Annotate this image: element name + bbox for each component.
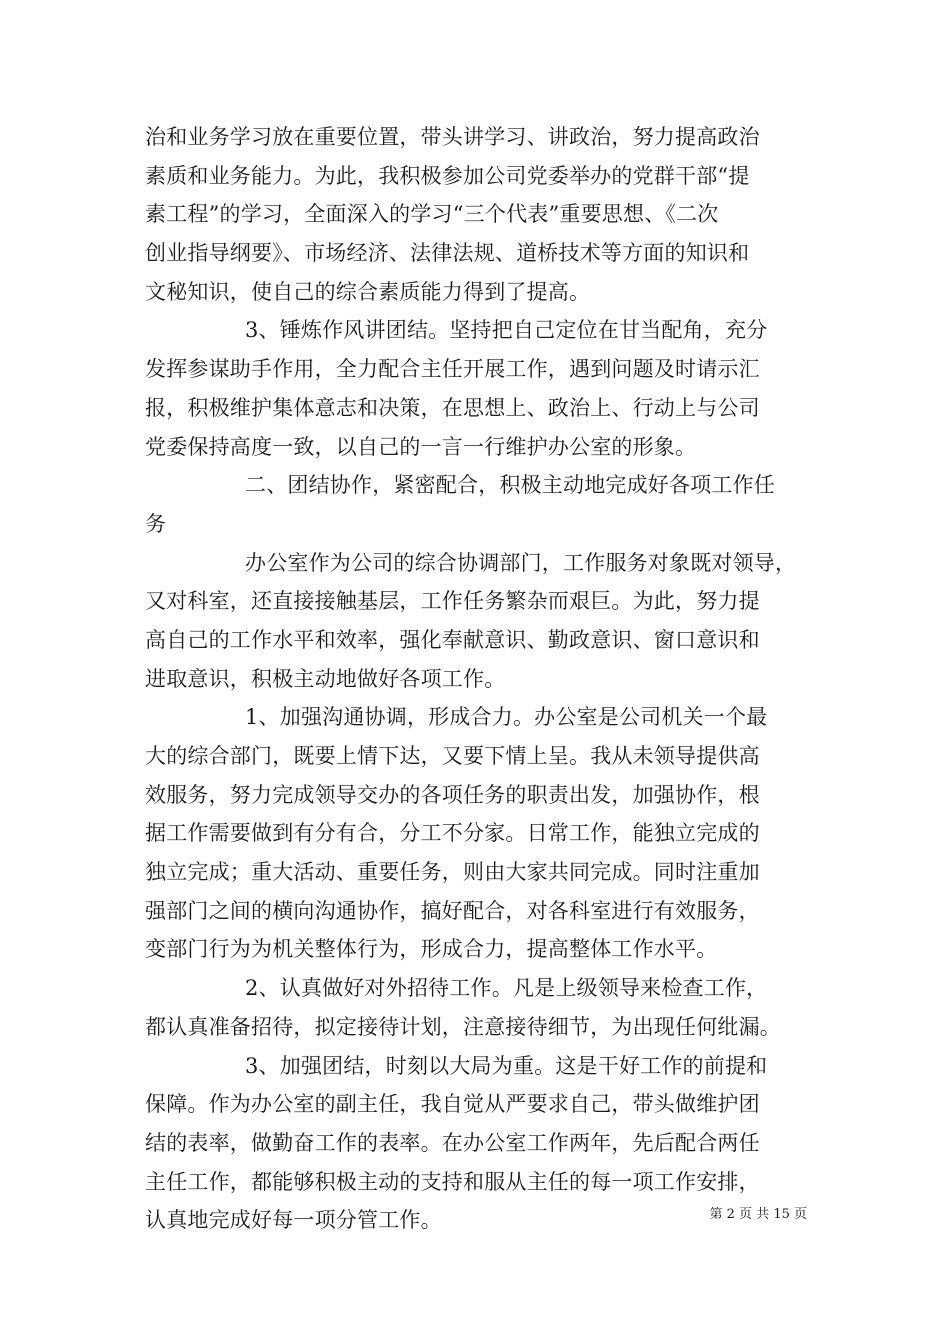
text-line: 据工作需要做到有分有合，分工不分家。日常工作，能独立完成的 xyxy=(145,821,760,846)
page-number-footer: 第 2 页 共 15 页 xyxy=(709,1207,807,1222)
text-line: 都认真准备招待，拟定接待计划，注意接待细节，为出现任何纰漏。 xyxy=(145,1014,781,1039)
text-line: 结的表率，做勤奋工作的表率。在办公室工作两年，先后配合两任 xyxy=(145,1130,760,1155)
text-line: 又对科室，还直接接触基层，工作任务繁杂而艰巨。为此，努力提 xyxy=(145,589,760,614)
text-line: 办公室作为公司的综合协调部门，工作服务对象既对领导， xyxy=(245,550,797,575)
text-line: 认真地完成好每一项分管工作。 xyxy=(145,1208,442,1233)
text-line: 文秘知识，使自己的综合素质能力得到了提高。 xyxy=(145,279,591,304)
text-line: 主任工作，都能够积极主动的支持和服从主任的每一项工作安排， xyxy=(145,1169,760,1194)
text-line: 高自己的工作水平和效率，强化奉献意识、勤政意识、窗口意识和 xyxy=(145,627,760,652)
text-line: 变部门行为为机关整体行为，形成合力，提高整体工作水平。 xyxy=(145,937,718,962)
text-line: 2、认真做好对外招待工作。凡是上级领导来检查工作， xyxy=(245,976,768,1001)
text-line: 务 xyxy=(145,511,167,536)
text-line: 3、锤炼作风讲团结。坚持把自己定位在甘当配角，充分 xyxy=(245,318,768,343)
text-line: 报，积极维护集体意志和决策，在思想上、政治上、行动上与公司 xyxy=(145,395,760,420)
text-line: 1、加强沟通协调，形成合力。办公室是公司机关一个最 xyxy=(245,705,768,730)
text-line: 3、加强团结，时刻以大局为重。这是干好工作的前提和 xyxy=(245,1053,768,1078)
text-line: 二、团结协作，紧密配合，积极主动地完成好各项工作任 xyxy=(245,473,775,498)
text-line: 素质和业务能力。为此，我积极参加公司党委举办的党群干部“提 xyxy=(145,163,750,188)
text-line: 大的综合部门，既要上情下达，又要下情上呈。我从未领导提供高 xyxy=(145,744,760,768)
text-line: 党委保持高度一致，以自己的一言一行维护办公室的形象。 xyxy=(145,434,697,459)
text-line: 效服务，努力完成领导交办的各项任务的职责出发，加强协作，根 xyxy=(145,782,760,807)
text-line: 治和业务学习放在重要位置，带头讲学习、讲政治，努力提高政治 xyxy=(145,125,760,149)
document-body xyxy=(145,118,815,1240)
text-line: 素工程”的学习，全面深入的学习“三个代表”重要思想、《二次 xyxy=(145,202,719,227)
text-line: 独立完成；重大活动、重要任务，则由大家共同完成。同时注重加 xyxy=(145,860,760,885)
text-line: 强部门之间的横向沟通协作，搞好配合，对各科室进行有效服务， xyxy=(145,898,760,923)
text-line: 创业指导纲要》、市场经济、法律法规、道桥技术等方面的知识和 xyxy=(145,241,750,266)
text-line: 保障。作为办公室的副主任，我自觉从严要求自己，带头做维护团 xyxy=(145,1092,760,1117)
text-line: 进取意识，积极主动地做好各项工作。 xyxy=(145,666,506,691)
text-line: 发挥参谋助手作用，全力配合主任开展工作，遇到问题及时请示汇 xyxy=(145,357,760,382)
